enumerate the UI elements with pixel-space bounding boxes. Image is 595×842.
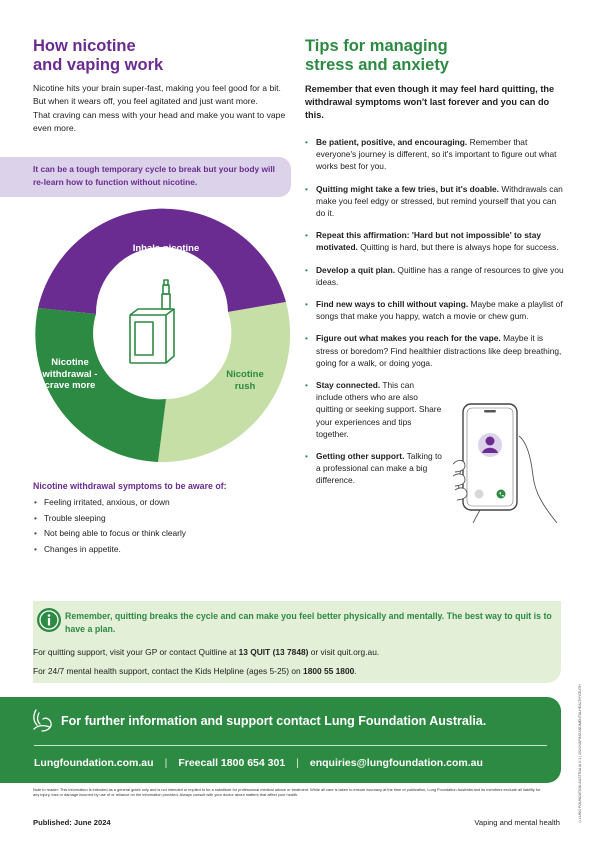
- website-link[interactable]: Lungfoundation.com.au: [34, 757, 154, 769]
- support-box: [33, 601, 561, 683]
- bullet-icon: •: [305, 137, 308, 147]
- list-item: • Trouble sleeping: [33, 511, 303, 527]
- bullet-icon: •: [305, 333, 308, 344]
- symptoms-list: [33, 495, 303, 557]
- bullet-icon: •: [305, 380, 308, 391]
- quitline-number[interactable]: 13 QUIT (13 7848): [238, 647, 309, 657]
- list-item: • Feeling irritated, anxious, or down: [33, 495, 303, 511]
- published-date: Published: June 2024: [33, 818, 111, 827]
- document-reference: ©LUNG FOUNDATION AUSTRALIA V.1 | 2024/VAPINGANDMENTALHEALTHYOUTH: [578, 684, 582, 823]
- footer-heading: For further information and support contact Lung Foundation Australia.: [61, 714, 487, 728]
- bullet-icon: •: [305, 230, 308, 241]
- email-link[interactable]: enquiries@lungfoundation.com.au: [309, 757, 483, 769]
- info-icon: [37, 608, 61, 632]
- tip-item: • Getting other support. Talking to a professional can make a big difference.: [305, 451, 442, 486]
- tip-item: • Be patient, positive, and encouraging. Remember that everyone's journey is different, so it's important to figure out what works best for you.: [305, 137, 557, 172]
- bullet-icon: •: [305, 451, 308, 462]
- disclaimer: Note to reader: This information is intended as a general guide only and is not intended or implied to be a substitute for professional medical advice or treatment. While all care is taken to ensure accuracy at the time of publication, Lung Foundation Australia and its members exclude all liability for any injury, loss or damage incurred by use of or reliance on the information provided. Always consult with your doctor about matters that affect your health.: [33, 787, 541, 798]
- kids-helpline-number[interactable]: 1800 55 1800: [303, 666, 355, 676]
- nicotine-cycle-diagram: [34, 204, 294, 464]
- bullet-icon: •: [34, 543, 37, 554]
- lung-foundation-logo-icon: [30, 707, 54, 733]
- title-line-1: Tips for managing: [305, 37, 448, 55]
- tip-item: • Quitting might take a few tries, but it's doable. Withdrawals can make you feel edgy or stressed, but remind yourself that you can do it.: [305, 183, 563, 219]
- bullet-icon: •: [34, 497, 37, 507]
- symptoms-section: [33, 481, 303, 557]
- tip-item: • Stay connected. This can include others who are also quitting or seeking support. Share your experiences and tips together.: [305, 380, 442, 439]
- cycle-callout: It can be a tough temporary cycle to break but your body will re-learn how to function without nicotine.: [0, 157, 291, 197]
- separator: |: [164, 757, 168, 769]
- tip-item: • Develop a quit plan. Quitline has a range of resources to give you ideas.: [305, 264, 564, 287]
- tip-item: • Find new ways to chill without vaping. Maybe make a playlist of songs that make you happy, watch a movie or chew gum.: [305, 299, 563, 322]
- bullet-icon: •: [34, 512, 37, 523]
- list-item: • Not being able to focus or think clearly: [33, 526, 303, 542]
- freecall-link[interactable]: Freecall 1800 654 301: [178, 757, 286, 769]
- quitline-info: For quitting support, visit your GP or contact Quitline at 13 QUIT (13 7848) or visit quit.org.au.: [33, 647, 380, 657]
- segment-label-withdrawal: Nicotine withdrawal - crave more: [42, 357, 98, 391]
- left-column: [33, 37, 291, 134]
- support-heading: Remember, quitting breaks the cycle and can make you feel better physically and mentally. The best way to quit is to have a plan.: [65, 611, 552, 634]
- tip-item: • Figure out what makes you reach for the vape. Maybe it is stress or boredom? Find healthier distractions like deep breathing, going for a walk, or doing yoga.: [305, 333, 562, 368]
- footer-divider: [34, 745, 547, 746]
- bullet-icon: •: [34, 528, 37, 538]
- footer-contact-links: [34, 757, 547, 769]
- list-item: • Changes in appetite.: [33, 542, 303, 558]
- title-line-2: stress and anxiety: [305, 56, 449, 74]
- bullet-icon: •: [305, 183, 308, 194]
- segment-label-inhale: Inhale nicotine: [132, 243, 200, 254]
- separator: |: [296, 757, 299, 769]
- footer-banner: [0, 697, 561, 783]
- segment-label-rush: Nicotine rush: [226, 369, 264, 392]
- phone-illustration: [453, 398, 563, 523]
- tip-item: • Repeat this affirmation: 'Hard but not impossible' to stay motivated. Quitting is hard, but there is always hope for success.: [305, 230, 559, 253]
- title-line-1: How nicotine: [33, 37, 136, 55]
- document-name: Vaping and mental health: [474, 818, 560, 827]
- phone-call-icon: [453, 398, 563, 523]
- kids-helpline-info: For 24/7 mental health support, contact the Kids Helpline (ages 5-25) on 1800 55 1800.: [33, 666, 357, 676]
- title-line-2: and vaping work: [33, 56, 164, 74]
- tips-intro: Remember that even though it may feel hard quitting, the withdrawal symptoms won't last forever and you can do this.: [305, 84, 555, 120]
- section-title-nicotine: [33, 37, 291, 75]
- paragraph-nicotine-2: That craving can mess with your head and make you want to vape even more.: [33, 110, 286, 133]
- section-title-tips: [305, 37, 565, 75]
- symptoms-title: Nicotine withdrawal symptoms to be aware of:: [33, 481, 227, 491]
- bullet-icon: •: [305, 264, 308, 275]
- paragraph-nicotine-1: Nicotine hits your brain super-fast, making you feel good for a bit. But when it wears off, you feel agitated and just want more.: [33, 83, 281, 106]
- bullet-icon: •: [305, 299, 308, 310]
